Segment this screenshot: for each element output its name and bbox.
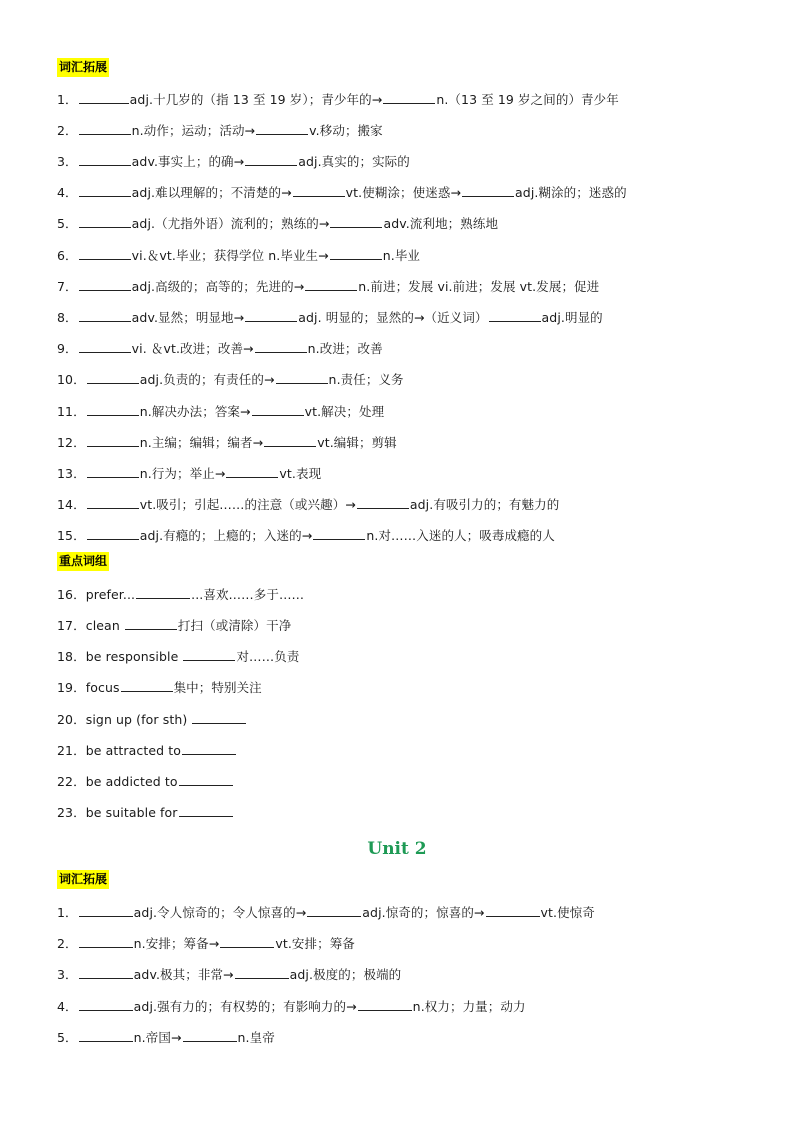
answer-blank[interactable]	[79, 998, 133, 1011]
vocab-item-10: 10． adj.负责的；有责任的→ n.责任；义务	[57, 372, 404, 387]
vocab-item-15: 15． adj.有瘾的；上瘾的；入迷的→ n.对……入迷的人；吸毒成瘾的人	[57, 528, 555, 543]
answer-blank[interactable]	[252, 403, 304, 416]
answer-blank[interactable]	[183, 648, 235, 661]
vocab-item-13: 13． n.行为；举止→ vt.表现	[57, 466, 322, 481]
answer-blank[interactable]	[305, 278, 357, 291]
answer-blank[interactable]	[87, 465, 139, 478]
unit2-vocab-item-4: 4． adj.强有力的；有权势的；有影响力的→ n.权力；力量；动力	[57, 999, 526, 1014]
answer-blank[interactable]	[121, 679, 173, 692]
answer-blank[interactable]	[183, 1029, 237, 1042]
answer-blank[interactable]	[245, 309, 297, 322]
answer-blank[interactable]	[220, 935, 274, 948]
answer-blank[interactable]	[307, 904, 361, 917]
vocab-item-9: 9． vi. ＆vt.改进；改善→ n.改进；改善	[57, 341, 383, 356]
answer-blank[interactable]	[192, 711, 246, 724]
vocab-item-7: 7． adj.高级的；高等的；先进的→ n.前进；发展 vi.前进；发展 vt.发展；促进	[57, 279, 600, 294]
phrase-item-18: 18．be responsible 对……负责	[57, 649, 300, 664]
answer-blank[interactable]	[136, 586, 190, 599]
answer-blank[interactable]	[79, 309, 131, 322]
answer-blank[interactable]	[179, 773, 233, 786]
answer-blank[interactable]	[79, 278, 131, 291]
vocab-item-2: 2． n.动作；运动；活动→ v.移动；搬家	[57, 123, 383, 138]
vocab-item-6: 6． vi.＆vt.毕业；获得学位 n.毕业生→ n.毕业	[57, 248, 421, 263]
phrase-item-19: 19．focus 集中；特别关注	[57, 680, 262, 695]
unit2-vocab-item-1: 1． adj.令人惊奇的；令人惊喜的→ adj.惊奇的；惊喜的→ vt.使惊奇	[57, 905, 595, 920]
vocab-item-8: 8． adv.显然；明显地→ adj. 明显的；显然的→（近义词） adj.明显的	[57, 310, 603, 325]
vocab-item-1: 1． adj.十几岁的（指 13 至 19 岁）；青少年的→ n.（13 至 19 岁之间的）青少年	[57, 92, 619, 107]
answer-blank[interactable]	[87, 496, 139, 509]
phrase-item-17: 17．clean 打扫（或清除）干净	[57, 618, 292, 633]
answer-blank[interactable]	[79, 153, 131, 166]
answer-blank[interactable]	[79, 215, 131, 228]
answer-blank[interactable]	[79, 247, 131, 260]
unit2-vocab-item-2: 2． n.安排；筹备→ vt.安排；筹备	[57, 936, 355, 951]
answer-blank[interactable]	[313, 527, 365, 540]
unit2-vocab-item-3: 3． adv.极其；非常→ adj.极度的；极端的	[57, 967, 402, 982]
answer-blank[interactable]	[87, 403, 139, 416]
answer-blank[interactable]	[330, 247, 382, 260]
answer-blank[interactable]	[79, 935, 133, 948]
answer-blank[interactable]	[226, 465, 278, 478]
vocab-item-11: 11． n.解决办法；答案→ vt.解决；处理	[57, 404, 385, 419]
phrase-item-20: 20．sign up (for sth)	[57, 710, 247, 730]
vocab-item-3: 3． adv.事实上；的确→ adj.真实的；实际的	[57, 154, 410, 169]
vocab-item-12: 12． n.主编；编辑；编者→ vt.编辑；剪辑	[57, 435, 397, 450]
vocab-item-4: 4． adj.难以理解的；不清楚的→ vt.使糊涂；使迷惑→ adj.糊涂的；迷惑的	[57, 185, 627, 200]
answer-blank[interactable]	[383, 91, 435, 104]
answer-blank[interactable]	[489, 309, 541, 322]
phrase-item-16: 16．prefer... ...喜欢……多于……	[57, 587, 305, 602]
answer-blank[interactable]	[182, 742, 236, 755]
answer-blank[interactable]	[79, 122, 131, 135]
answer-blank[interactable]	[486, 904, 540, 917]
answer-blank[interactable]	[357, 496, 409, 509]
answer-blank[interactable]	[79, 904, 133, 917]
answer-blank[interactable]	[87, 434, 139, 447]
answer-blank[interactable]	[79, 966, 133, 979]
phrase-item-22: 22．be addicted to	[57, 772, 234, 792]
answer-blank[interactable]	[235, 966, 289, 979]
unit-title: Unit 2	[367, 839, 427, 859]
answer-blank[interactable]	[358, 998, 412, 1011]
answer-blank[interactable]	[79, 340, 131, 353]
answer-blank[interactable]	[87, 527, 139, 540]
phrase-item-21: 21．be attracted to	[57, 741, 237, 761]
section-label-phrases: 重点词组	[57, 552, 109, 571]
vocab-item-14: 14． vt.吸引；引起……的注意（或兴趣）→ adj.有吸引力的；有魅力的	[57, 497, 560, 512]
answer-blank[interactable]	[87, 371, 139, 384]
unit2-vocab-item-5: 5． n.帝国→ n.皇帝	[57, 1030, 275, 1045]
answer-blank[interactable]	[179, 804, 233, 817]
answer-blank[interactable]	[330, 215, 382, 228]
answer-blank[interactable]	[462, 184, 514, 197]
vocab-item-5: 5． adj.（尤指外语）流利的；熟练的→ adv.流利地；熟练地	[57, 216, 499, 231]
answer-blank[interactable]	[79, 91, 129, 104]
answer-blank[interactable]	[125, 617, 177, 630]
answer-blank[interactable]	[256, 122, 308, 135]
answer-blank[interactable]	[264, 434, 316, 447]
answer-blank[interactable]	[276, 371, 328, 384]
section-label-vocab-unit2: 词汇拓展	[57, 870, 109, 889]
answer-blank[interactable]	[293, 184, 345, 197]
phrase-item-23: 23．be suitable for	[57, 803, 234, 823]
answer-blank[interactable]	[79, 1029, 133, 1042]
answer-blank[interactable]	[255, 340, 307, 353]
answer-blank[interactable]	[245, 153, 297, 166]
answer-blank[interactable]	[79, 184, 131, 197]
section-label-vocab: 词汇拓展	[57, 58, 109, 77]
